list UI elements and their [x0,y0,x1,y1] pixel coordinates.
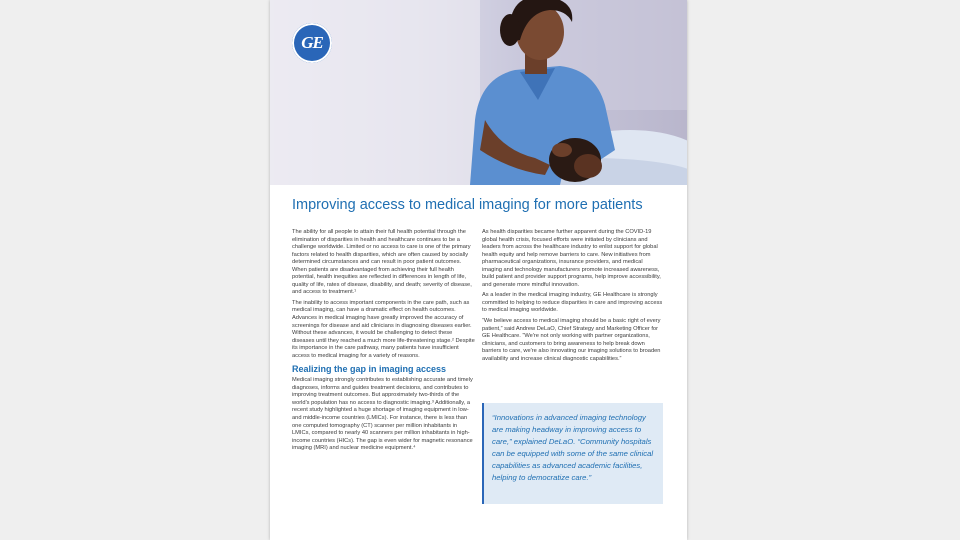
paragraph: The ability for all people to attain their full health potential through the elimination of disparities in health and healthcare continues to be a challenge worldwide. Limited or no access to care is one of the primary factors related to health disparities, which are often caused by socially determined circumstances and can result in poor patient outcomes. When patients are disadvantaged from achieving their full health potential, health inequities are reflected in differences in length of life, quality of life, rates of disease, disability, and death; severity of disease, and access to treatment.¹ [292,229,472,296]
paragraph: Medical imaging strongly contributes to establishing accurate and timely diagnoses, informs and guides treatment decisions, and contributes to improving treatment outcomes. But approximately two-thirds of the world's population has no access to diagnostic imaging.³ Additionally, a recent study highlighted a huge shortage of imaging equipment in low- and middle-income countries (LMICs). For instance, there is less than one computed tomography (CT) scanner per million inhabitants in LMICs, compared to nearly 40 scanners per million inhabitants in high-income countries (HICs). The gap is even wider for magnetic resonance imaging (MRI) and nuclear medicine equipment.⁴ [292,377,473,452]
nurse-with-patient-illustration [270,0,687,185]
paragraph: “We believe access to medical imaging should be a basic right of every patient,” said Andrew DeLaO, Chief Strategy and Marketing Officer for GE Healthcare. “We're not only working with partner organizations, clinicians, and customers to bring awareness to help break down barriers to care, we're also innovating our imaging solutions to broaden availability and increase clinical diagnostic capabilities.” [482,318,661,362]
page-title: Improving access to medical imaging for more patients [292,197,643,213]
pull-quote-box [482,403,663,504]
paragraph: As health disparities became further apparent during the COVID-19 global health crisis, focused efforts were initiated by clinicians and leaders from across the healthcare industry to enlist support for global health equity and help remove barriers to care. New initiatives from pharmaceutical organizations, insurance providers, and medical imaging and technology manufacturers promote increased awareness, build patient and provider support programs, help improve accessibility, and generate more mindful innovation. [482,229,661,288]
section-subheading: Realizing the gap in imaging access [292,364,447,375]
document-page [270,0,687,540]
paragraph: The inability to access important components in the care path, such as medical imaging, can have a dramatic effect on health outcomes. Advances in medical imaging have greatly improved the accuracy of screenings for disease and aid clinicians in diagnosing diseases earlier. Without these advances, it would be challenging to detect these diseases until they reached a much more life-threatening stage.² Despite its importance in the care pathway, many patients have insufficient access to medical imaging for a variety of reasons. [292,299,475,359]
right-column [482,229,664,366]
hero-photo [270,0,687,185]
paragraph: As a leader in the medical imaging industry, GE Healthcare is strongly committed to helping to reduce disparities in care and improving access to medical imaging worldwide. [482,292,663,314]
pull-quote: “Innovations in advanced imaging technology are making headway in improving access to care,” explained DeLaO. “Community hospitals can be equipped with some of the same clinical capabilities as advanced academic facilities, helping to democratize care.” [492,413,654,482]
ge-logo: GE [292,23,332,63]
left-column [292,229,475,456]
